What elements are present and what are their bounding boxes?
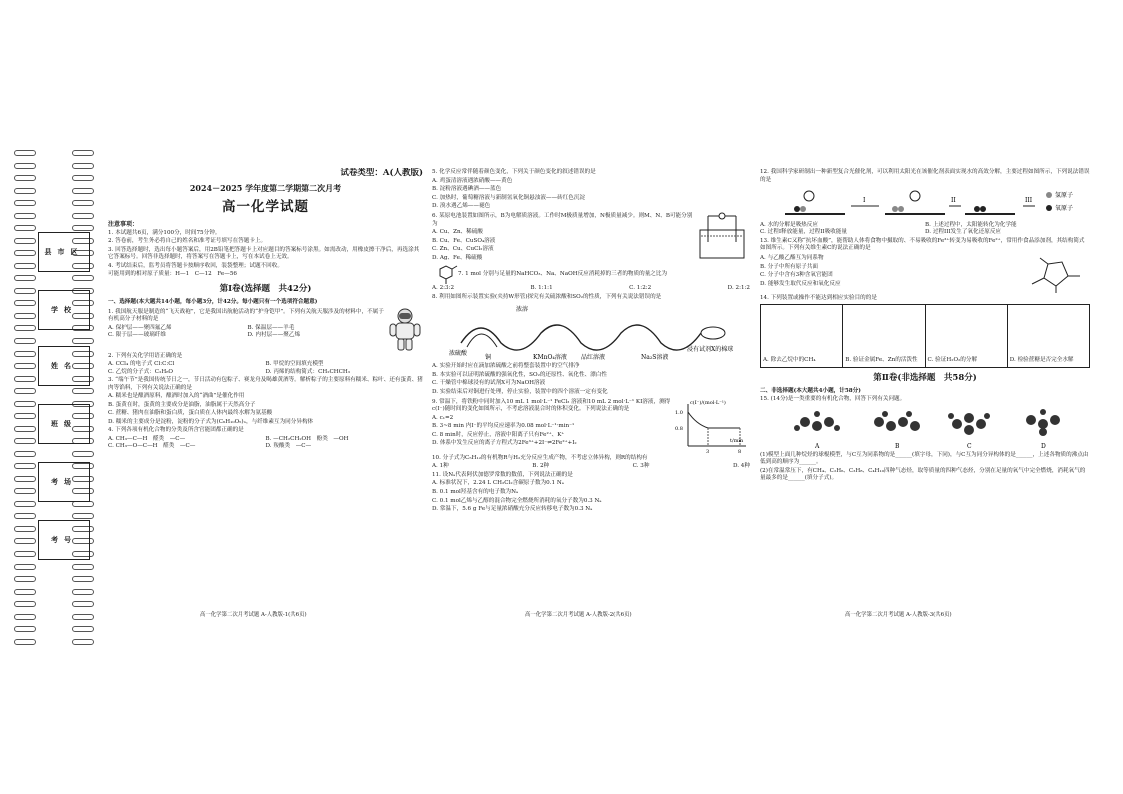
page-3-footer: 高一化学第二次月考试题 A-人教版-3(共6页): [845, 612, 952, 618]
q3-option-d: D. 糯米的主要成分是淀粉，淀粉的分子式为(C₆H₁₀O₅)ₙ，与纤维素互为同分异构体: [108, 418, 314, 425]
q12-option-a: A. 水的分解是吸热反应: [760, 221, 818, 228]
q11-option-c: C. 0.1 mol乙烯与乙醇的混合物完全燃烧所消耗的氧分子数为0.3 Nₐ: [432, 497, 602, 504]
field-name[interactable]: 姓名: [38, 346, 90, 386]
label-magenta: 品红溶液: [581, 354, 606, 362]
step-3-label: III: [1025, 196, 1033, 204]
q13-option-b: B. 分子中所有原子共面: [760, 263, 819, 270]
binding-margin: [14, 150, 98, 645]
label-copper: 铜: [485, 354, 492, 362]
photocatalysis-diagram: [765, 186, 1085, 220]
q6-option-d: D. Ag、Fe、稀硫酸: [432, 254, 483, 261]
q12-option-b: B. 上述过程中，太阳能转化为化学能: [925, 221, 1017, 228]
q10-option-a: A. 1种: [432, 463, 449, 470]
q9-option-d: D. 体系中发生反应的离子方程式为2Fe³⁺+2I⁻⇌2Fe²⁺+I₂: [432, 440, 577, 447]
astronaut-image: [387, 307, 423, 351]
q5-stem: 5. 化学反应常伴随着颜色变化，下列关于颜色变化的叙述错误的是: [432, 169, 596, 176]
page-2-footer: 高一化学第二次月考试题 A-人教版-2(共6页): [525, 612, 632, 618]
q1-option-a: A. 保护层——聚四氟乙烯: [108, 324, 172, 331]
q5-option-c: C. 加热时，葡萄糖溶液与新制氢氧化铜悬浊液——砖红色沉淀: [432, 194, 586, 201]
q9-block: [432, 398, 750, 454]
label-kmno4: KMnO₄溶液: [533, 354, 567, 362]
q9-ytick-2: 0.8: [675, 425, 683, 432]
note-3: 3. 回答选择题时，选出每小题答案后，用2B铅笔把答题卡上对应题目的答案标号涂黑。如需改动，用橡皮擦干净后，再选涂其它答案标号。回答非选择题时，将答案写在答题卡上，写在本试卷上无效。: [108, 246, 420, 261]
q11-stem: 11. 设Nₐ代表阿伏加德罗常数的数值，下列说法正确的是: [432, 471, 573, 478]
q13-block: [760, 254, 1090, 294]
q10-option-c: C. 3种: [632, 463, 650, 470]
q5-option-a: A. 鸡蛋清溶液遇浓硝酸——黄色: [432, 177, 513, 184]
step-2-label: II: [951, 196, 956, 204]
q11-option-a: A. 标准状况下，2.24 L CH₂Cl₂含碳原子数为0.1 Nₐ: [432, 480, 564, 487]
page-2: [432, 168, 750, 618]
q4-option-d: D. 羧酸类 —C—: [265, 443, 312, 450]
q1-option-d: D. 内衬层——聚乙烯: [247, 331, 301, 338]
model-b-label: B: [895, 442, 900, 450]
q7-option-c: C. 1:2:2: [629, 285, 652, 292]
page-1: [108, 168, 423, 618]
q14-stem: 14. 下列装置或操作不能达到相应实验目的的是: [760, 295, 877, 301]
q9-stem: 9. 常温下，将铁粉中同时加入10 mL 1 mol·L⁻¹ FeCl₃ 溶液和10 mL 2 mol·L⁻¹ KI溶液，测得c(I⁻)随时间的变化如图所示，不考虑溶液混合时的体积变化。下列说法正确的是: [432, 398, 671, 413]
notes-heading: 注意事项：: [108, 220, 139, 228]
q8-option-c: C. 干燥管中棉球浸有的试剂X可为NaOH溶液: [432, 380, 546, 387]
q4-option-a: A. CH₃—C—H 醛类 —C—: [108, 435, 186, 442]
q9-xlabel: t/min: [730, 437, 744, 444]
q9-concentration-chart: [674, 398, 750, 454]
exam-type-tag: 试卷类型：A(人教版): [340, 168, 423, 178]
q9-option-b: B. 3~8 min 内I⁻的平均反应速率为0.08 mol·L⁻¹·min⁻¹: [432, 423, 575, 430]
q8-option-d: D. 实验结束后对铜进行处理，停止实验，装置中的四个溶液一定有变化: [432, 389, 608, 395]
q11-option-b: B. 0.1 mol羟基含有的电子数为Nₐ: [432, 489, 519, 495]
q13-option-a: A. 与乙酸乙酯互为同系物: [760, 255, 824, 261]
q15-part-2: (2)在常温常压下，有CH₄、C₂H₆、C₃H₈、C₄H₁₀四种气态烃，取等质量的四种气态烃，分别在足量的氧气中完全燃烧，消耗氧气的量最多的是______(填分子式)。: [760, 467, 1086, 482]
q1-option-c: C. 限于层——玻璃纤维: [108, 331, 166, 338]
section-1-heading: 第Ⅰ卷(选择题 共42分): [219, 283, 312, 294]
q1-stem: 1. 我国航天服是制造的“飞天战袍”，它是我国出航舱活动的“护身铠甲”。下列有关航天服涉及的材料中，不属于有机高分子材料的是: [108, 308, 384, 323]
exam-subtitle: 2024－2025 学年度第二学期第二次月考: [189, 183, 342, 194]
q14-cell-d: D. 检验蔗糖是否完全水解: [1009, 357, 1074, 364]
page-1-footer: 高一化学第二次月考试题 A-人教版-1(共6页): [200, 612, 307, 618]
atomic-masses: 可能用到的相对原子质量：H—1 C—12 Fe—56: [108, 271, 237, 278]
field-school[interactable]: 学校: [38, 290, 90, 330]
binding-holes-left: [14, 150, 36, 645]
q7-stem: 7. 1 mol 分别与足量的NaHCO₃、Na、NaOH反应消耗掉的三者的物质的量之比为: [458, 270, 668, 277]
model-c-label: C: [967, 442, 972, 450]
q15-stem: 15. (14分)是一类重要的有机化合物，回答下列有关问题。: [760, 396, 906, 403]
q13-option-d: D. 能够发生取代反应和氧化反应: [760, 280, 841, 287]
q6-option-c: C. Zn、Cu、CuCl₂溶液: [432, 246, 494, 253]
q12-stem: 12. 我国科学家研制出一种新型复合光催化剂，可以利用太阳光在该催化剂表面实现水的高效分解，主要过程如图所示，下列说法错误的是: [760, 169, 1090, 183]
q9-ytick-1: 1.0: [675, 409, 683, 416]
label-dropper: 浓溶: [516, 306, 529, 314]
label-conc-h2so4: 浓硫酸: [449, 350, 468, 358]
q10-stem: 10. 分子式为C₅H₁₂的有机物R与H₂充分反应生成产物，不考虑立体异构，则R的结构有: [432, 454, 648, 461]
q3-stem: 3. “端午节”是我国传统节日之一，节日活动有包粽子、赛龙舟及喝雄黄酒等。解析粽子的主要原料有糯米、粽叶、还有蛋黄、猪肉等馅料，下列有关说法正确的是: [108, 377, 423, 391]
q3-option-c: C. 蔗糖、猪肉在油脂和蛋白质，蛋白质在人体内最终水解为氨基酸: [108, 410, 273, 417]
q13-stem: 13. 维生素C又称“抗坏血酸”，能帮助人体将食物中摄取的、不易吸收的Fe³⁺转变为易吸收的Fe²⁺，常用作食品添加剂，其结构简式如图所示。下列有关维生素C的说法正确的是: [760, 237, 1085, 252]
q8-option-b: B. 本实验可以证明浓硫酸的强氧化性，SO₂的还原性、氧化性、漂白性: [432, 371, 607, 378]
q7-structure: [432, 263, 458, 285]
label-na2s: Na₂S溶液: [641, 354, 669, 362]
q12-option-d: D. 过程III发生了氧化还原反应: [925, 229, 1002, 236]
field-exam-room[interactable]: 考场: [38, 462, 90, 502]
legend-oxygen: 氧原子: [1055, 204, 1074, 212]
field-class[interactable]: 班级: [38, 404, 90, 444]
legend-hydrogen: 氢原子: [1055, 191, 1074, 199]
model-d-label: D: [1041, 442, 1046, 450]
q10-option-b: B. 2种: [532, 463, 550, 470]
field-exam-number[interactable]: 考号: [38, 520, 90, 560]
q3-option-a: A. 糯米也是酿酒原料，酿酒时加入的“酒曲”是催化作用: [108, 393, 245, 400]
field-county[interactable]: 县市区: [38, 232, 90, 272]
q5-option-d: D. 溴水遇乙烯——褪色: [432, 203, 491, 210]
q2-option-d: D. 丙烯的结构简式：CH₂CHCH₃: [265, 368, 351, 375]
model-a-label: A: [815, 442, 820, 450]
exam-title: 高一化学试题: [222, 198, 309, 215]
q9-option-c: C. 8 min时，反应停止，溶液中阳离子只有Fe²⁺、K⁺: [432, 431, 565, 438]
q7-block: [432, 263, 750, 285]
q4-option-c: C. CH₃—O—C—H 醛类 —C—: [108, 443, 196, 450]
vitamin-c-structure: [1010, 254, 1090, 294]
q8-stem: 8. 利用如图所示装置实验(夹持W形管)探究有关硫浓酸和SO₂的性质，下列有关说法错误的是: [432, 293, 662, 300]
q9-option-a: A. c₁=2: [432, 414, 454, 421]
q14-cell-b: B. 验证金属Fe、Zn的活泼性: [843, 305, 925, 367]
q14-apparatus-table: [760, 304, 1090, 368]
q6-option-b: B. Cu、Fe、CuSO₄溶液: [432, 237, 496, 244]
q6-option-a: A. Cu、Zn、稀硫酸: [432, 229, 483, 236]
label-cotton-x: 浸有试剂X的棉球: [687, 346, 734, 354]
q3-option-b: B. 蛋黄在时，蛋黄的主要成分是油脂，油脂属于天然高分子: [108, 401, 256, 408]
q2-option-a: A. CCl₄ 的电子式 Cl:C:Cl: [108, 361, 175, 368]
q9-xtick-1: 3: [706, 448, 710, 454]
q2-stem: 2. 下列有关化学用语正确的是: [108, 352, 183, 359]
note-2: 2. 答卷前，考生务必将自己的姓名和准考证号填写在答题卡上。: [108, 238, 267, 245]
q1-option-b: B. 保温层——羊毛: [247, 324, 295, 331]
page-3: [760, 168, 1090, 618]
q14-cell-c: C. 验证H₂O₂的分解: [926, 305, 1008, 367]
q6-block: [432, 212, 750, 263]
w-tube-apparatus: [441, 303, 741, 361]
q7-option-b: B. 1:1:1: [530, 285, 553, 292]
section-1-intro: 一、选择题(本大题共14小题，每小题3分，计42分。每小题只有一个选项符合题意): [108, 298, 318, 305]
step-1-label: I: [863, 196, 866, 204]
q13-option-c: C. 分子中含有3种含氧官能团: [760, 272, 833, 279]
binding-holes-right: [72, 150, 94, 645]
q14-cell-a: A. 除去乙烷中的CH₄: [761, 305, 843, 367]
q8-option-a: A. 实验开始时应在滴加浓硫酸之前将整套装置中的空气排净: [432, 363, 580, 370]
q4-option-b: B. —CH₂CH₂OH 酚类 —OH: [265, 435, 349, 442]
q6-stem: 6. 某原电池装置如图所示，B为电解质溶液。工作时M极质量增加，N极质量减少。则M、N、B可能分别为: [432, 213, 693, 227]
section-2-heading: 第Ⅱ卷(非选择题 共58分): [873, 372, 977, 383]
q10-option-d: D. 4种: [732, 463, 750, 470]
q4-stem: 4. 下列各项有机化合物的分类及所含官能团都正确的是: [108, 427, 244, 434]
q7-option-a: A. 2:3:2: [432, 285, 455, 292]
note-1: 1. 本试题共6页，满分100分，时间75分钟。: [108, 229, 221, 236]
section-2-intro: 二、非选择题(本大题共4小题，计58分): [760, 387, 861, 394]
q9-xtick-2: 8: [738, 448, 742, 454]
q2-option-b: B. 甲烷的空间填充模型: [265, 361, 324, 368]
q7-option-d: D. 2:1:2: [727, 285, 750, 292]
q11-option-d: D. 常温下，5.6 g Fe与足量浓硝酸充分反应转移电子数为0.3 Nₐ: [432, 506, 593, 513]
q12-option-c: C. 过程I释放能量，过程II吸收能量: [760, 229, 847, 236]
q2-option-c: C. 乙烷的分子式：C₂H₆O: [108, 368, 174, 375]
galvanic-cell-diagram: [694, 212, 750, 260]
q1-block: [108, 307, 423, 351]
q9-ylabel: c(I⁻)/(mol·L⁻¹): [690, 399, 726, 406]
ball-stick-models: [775, 406, 1075, 450]
q15-part-1: (1)模型上面几种烷烃的球棍模型，与C互为同系物的是______(填字母，下同)，与C互为同分异构体的是______，上述各物质的沸点由低到高的顺序为______。: [760, 451, 1089, 466]
note-4: 4. 考试结束后，监考员将答题卡按顺序收回，装袋整理；试题不回收。: [108, 262, 283, 269]
q5-option-b: B. 淀粉溶液遇碘酒——蓝色: [432, 186, 502, 193]
